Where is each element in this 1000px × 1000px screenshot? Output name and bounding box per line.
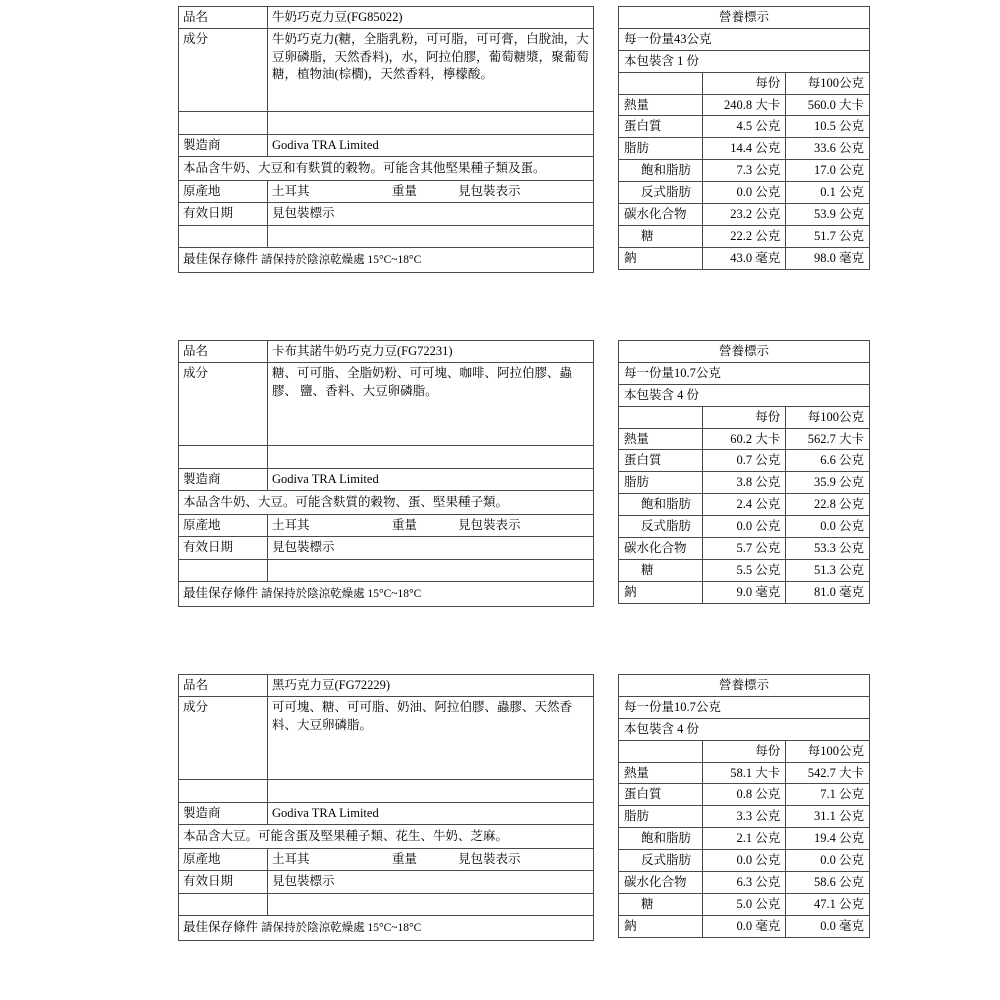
label-expiry: 有效日期 bbox=[179, 203, 268, 225]
nutrient-per-serving: 5.5 公克 bbox=[702, 559, 786, 581]
nutrient-per-100g: 0.0 公克 bbox=[786, 850, 870, 872]
nutrient-per-100g: 81.0 毫克 bbox=[786, 581, 870, 603]
nutrient-name: 反式脂肪 bbox=[619, 182, 703, 204]
nutrition-title: 營養標示 bbox=[619, 341, 870, 363]
table-row bbox=[619, 428, 870, 450]
table-row bbox=[619, 494, 870, 516]
nutrient-per-serving: 23.2 公克 bbox=[702, 203, 786, 225]
table-row bbox=[619, 784, 870, 806]
nutrient-name: 蛋白質 bbox=[619, 450, 703, 472]
nutrient-per-100g: 10.5 公克 bbox=[786, 116, 870, 138]
nutrient-per-100g: 33.6 公克 bbox=[786, 138, 870, 160]
table-row bbox=[619, 116, 870, 138]
label-weight: 重量 bbox=[392, 852, 418, 866]
table-row bbox=[619, 559, 870, 581]
table-row bbox=[179, 156, 594, 180]
table-row bbox=[179, 181, 594, 203]
value-ingredients: 可可塊、糖、可可脂、奶油、阿拉伯膠、蟲膠、天然香料、大豆卵磷脂。 bbox=[268, 697, 594, 780]
nutrition-col-per-100g: 每100公克 bbox=[786, 740, 870, 762]
table-row bbox=[619, 225, 870, 247]
nutrient-per-100g: 51.3 公克 bbox=[786, 559, 870, 581]
nutrition-title: 營養標示 bbox=[619, 7, 870, 29]
spacer-cell-left bbox=[179, 446, 268, 468]
value-product-name: 卡布其諾牛奶巧克力豆(FG72231) bbox=[268, 341, 594, 363]
table-row bbox=[619, 893, 870, 915]
value-origin: 土耳其 bbox=[272, 518, 310, 532]
table-row bbox=[179, 915, 594, 940]
label-expiry: 有效日期 bbox=[179, 537, 268, 559]
nutrient-per-serving: 6.3 公克 bbox=[702, 871, 786, 893]
label-storage: 最佳保存條件 bbox=[183, 585, 259, 600]
value-weight: 見包裝表示 bbox=[458, 852, 521, 866]
nutrient-name: 反式脂肪 bbox=[619, 516, 703, 538]
nutrient-per-serving: 0.7 公克 bbox=[702, 450, 786, 472]
table-row bbox=[619, 516, 870, 538]
table-row bbox=[619, 72, 870, 94]
nutrition-col-per-100g: 每100公克 bbox=[786, 406, 870, 428]
table-row bbox=[619, 581, 870, 603]
spacer-cell-right bbox=[268, 893, 594, 915]
nutrition-table bbox=[618, 6, 870, 270]
spacer-cell-right bbox=[268, 780, 594, 802]
table-row bbox=[619, 762, 870, 784]
nutrient-per-100g: 47.1 公克 bbox=[786, 893, 870, 915]
table-row bbox=[619, 871, 870, 893]
label-storage: 最佳保存條件 bbox=[183, 251, 259, 266]
spacer-cell-right bbox=[268, 559, 594, 581]
nutrient-per-100g: 6.6 公克 bbox=[786, 450, 870, 472]
nutrient-per-100g: 542.7 大卡 bbox=[786, 762, 870, 784]
table-row-spacer bbox=[179, 446, 594, 468]
nutrition-col-blank bbox=[619, 72, 703, 94]
nutrient-per-serving: 58.1 大卡 bbox=[702, 762, 786, 784]
table-row bbox=[619, 696, 870, 718]
table-row bbox=[179, 824, 594, 848]
nutrient-name: 脂肪 bbox=[619, 472, 703, 494]
table-row-spacer bbox=[179, 112, 594, 134]
servings-per-pack: 本包裝含 1 份 bbox=[619, 50, 870, 72]
table-row bbox=[179, 849, 594, 871]
nutrient-per-serving: 0.0 公克 bbox=[702, 182, 786, 204]
nutrient-name: 碳水化合物 bbox=[619, 537, 703, 559]
storage-row bbox=[179, 915, 594, 940]
label-storage: 最佳保存條件 bbox=[183, 919, 259, 934]
table-row bbox=[619, 94, 870, 116]
nutrient-name: 糖 bbox=[619, 225, 703, 247]
storage-row bbox=[179, 247, 594, 272]
table-row bbox=[619, 740, 870, 762]
table-row bbox=[619, 537, 870, 559]
nutrient-per-serving: 4.5 公克 bbox=[702, 116, 786, 138]
nutrient-per-100g: 17.0 公克 bbox=[786, 160, 870, 182]
value-manufacturer: Godiva TRA Limited bbox=[268, 802, 594, 824]
nutrient-per-serving: 14.4 公克 bbox=[702, 138, 786, 160]
nutrient-per-100g: 98.0 毫克 bbox=[786, 247, 870, 269]
label-manufacturer: 製造商 bbox=[179, 134, 268, 156]
nutrient-per-100g: 58.6 公克 bbox=[786, 871, 870, 893]
value-weight: 見包裝表示 bbox=[458, 184, 521, 198]
serving-size: 每一份量10.7公克 bbox=[619, 696, 870, 718]
nutrient-per-100g: 51.7 公克 bbox=[786, 225, 870, 247]
value-ingredients: 牛奶巧克力(糖，全脂乳粉，可可脂，可可膏，白脫油，大豆卵磷脂，天然香料)，水，阿拉伯膠，葡萄糖漿，聚葡萄糖，植物油(棕櫚)，天然香料，檸檬酸。 bbox=[268, 29, 594, 112]
nutrient-per-serving: 0.0 公克 bbox=[702, 850, 786, 872]
nutrient-per-serving: 7.3 公克 bbox=[702, 160, 786, 182]
value-weight: 見包裝表示 bbox=[458, 518, 521, 532]
table-row bbox=[179, 802, 594, 824]
nutrient-per-100g: 22.8 公克 bbox=[786, 494, 870, 516]
table-row bbox=[179, 468, 594, 490]
table-row bbox=[619, 247, 870, 269]
label-weight: 重量 bbox=[392, 184, 418, 198]
table-row bbox=[179, 515, 594, 537]
nutrient-per-100g: 35.9 公克 bbox=[786, 472, 870, 494]
nutrient-per-100g: 0.1 公克 bbox=[786, 182, 870, 204]
table-row bbox=[619, 7, 870, 29]
spacer-cell-right bbox=[268, 225, 594, 247]
value-allergen: 本品含大豆。可能含蛋及堅果種子類、花生、牛奶、芝麻。 bbox=[179, 824, 594, 848]
nutrient-name: 飽和脂肪 bbox=[619, 828, 703, 850]
nutrient-per-100g: 560.0 大卡 bbox=[786, 94, 870, 116]
nutrient-name: 碳水化合物 bbox=[619, 871, 703, 893]
nutrient-name: 反式脂肪 bbox=[619, 850, 703, 872]
serving-size: 每一份量10.7公克 bbox=[619, 362, 870, 384]
value-storage: 請保持於陰涼乾燥處 15°C~18°C bbox=[261, 253, 422, 266]
label-weight: 重量 bbox=[392, 518, 418, 532]
value-origin-and-weight bbox=[268, 515, 594, 537]
value-expiry: 見包裝標示 bbox=[268, 203, 594, 225]
label-manufacturer: 製造商 bbox=[179, 802, 268, 824]
table-row bbox=[619, 203, 870, 225]
nutrition-table bbox=[618, 674, 870, 938]
nutrient-per-100g: 53.9 公克 bbox=[786, 203, 870, 225]
label-ingredients: 成分 bbox=[179, 363, 268, 446]
nutrient-name: 鈉 bbox=[619, 581, 703, 603]
nutrient-per-serving: 240.8 大卡 bbox=[702, 94, 786, 116]
value-storage: 請保持於陰涼乾燥處 15°C~18°C bbox=[261, 587, 422, 600]
storage-row bbox=[179, 581, 594, 606]
table-row bbox=[619, 406, 870, 428]
nutrient-name: 脂肪 bbox=[619, 806, 703, 828]
nutrition-col-per-serving: 每份 bbox=[702, 740, 786, 762]
nutrient-name: 飽和脂肪 bbox=[619, 160, 703, 182]
table-row bbox=[619, 138, 870, 160]
product-info-table bbox=[178, 6, 594, 273]
value-allergen: 本品含牛奶、大豆和有麩質的穀物。可能含其他堅果種子類及蛋。 bbox=[179, 156, 594, 180]
label-origin: 原產地 bbox=[179, 849, 268, 871]
servings-per-pack: 本包裝含 4 份 bbox=[619, 718, 870, 740]
label-product-name: 品名 bbox=[179, 341, 268, 363]
nutrition-col-blank bbox=[619, 406, 703, 428]
nutrient-name: 糖 bbox=[619, 893, 703, 915]
table-row bbox=[179, 29, 594, 112]
nutrient-name: 糖 bbox=[619, 559, 703, 581]
nutrient-per-serving: 0.0 毫克 bbox=[702, 915, 786, 937]
table-row-spacer bbox=[179, 225, 594, 247]
value-allergen: 本品含牛奶、大豆。可能含麩質的穀物、蛋、堅果種子類。 bbox=[179, 490, 594, 514]
nutrient-name: 熱量 bbox=[619, 428, 703, 450]
label-expiry: 有效日期 bbox=[179, 871, 268, 893]
value-expiry: 見包裝標示 bbox=[268, 537, 594, 559]
value-origin: 土耳其 bbox=[272, 852, 310, 866]
table-row bbox=[179, 581, 594, 606]
value-product-name: 黑巧克力豆(FG72229) bbox=[268, 675, 594, 697]
nutrient-per-serving: 3.8 公克 bbox=[702, 472, 786, 494]
label-product-name: 品名 bbox=[179, 675, 268, 697]
spacer-cell-left bbox=[179, 559, 268, 581]
value-origin: 土耳其 bbox=[272, 184, 310, 198]
spacer-cell-right bbox=[268, 112, 594, 134]
nutrition-col-per-serving: 每份 bbox=[702, 72, 786, 94]
nutrient-per-serving: 2.4 公克 bbox=[702, 494, 786, 516]
table-row bbox=[619, 828, 870, 850]
nutrient-per-serving: 60.2 大卡 bbox=[702, 428, 786, 450]
table-row bbox=[619, 806, 870, 828]
spacer-cell-left bbox=[179, 112, 268, 134]
value-ingredients: 糖、可可脂、全脂奶粉、可可塊、咖啡、阿拉伯膠、蟲膠、 鹽、香料、大豆卵磷脂。 bbox=[268, 363, 594, 446]
nutrient-per-serving: 0.0 公克 bbox=[702, 516, 786, 538]
table-row bbox=[619, 850, 870, 872]
nutrient-name: 熱量 bbox=[619, 762, 703, 784]
table-row bbox=[179, 537, 594, 559]
table-row bbox=[619, 50, 870, 72]
table-row-spacer bbox=[179, 780, 594, 802]
value-manufacturer: Godiva TRA Limited bbox=[268, 134, 594, 156]
nutrition-title: 營養標示 bbox=[619, 675, 870, 697]
nutrient-per-serving: 2.1 公克 bbox=[702, 828, 786, 850]
nutrient-per-serving: 22.2 公克 bbox=[702, 225, 786, 247]
table-row-spacer bbox=[179, 893, 594, 915]
nutrient-per-serving: 5.7 公克 bbox=[702, 537, 786, 559]
nutrient-per-100g: 562.7 大卡 bbox=[786, 428, 870, 450]
table-row bbox=[179, 871, 594, 893]
nutrient-name: 蛋白質 bbox=[619, 784, 703, 806]
table-row bbox=[619, 450, 870, 472]
nutrition-col-blank bbox=[619, 740, 703, 762]
table-row bbox=[179, 7, 594, 29]
nutrient-per-serving: 43.0 毫克 bbox=[702, 247, 786, 269]
table-row bbox=[179, 247, 594, 272]
table-row bbox=[619, 182, 870, 204]
spacer-cell-left bbox=[179, 780, 268, 802]
table-row bbox=[619, 718, 870, 740]
table-row bbox=[619, 384, 870, 406]
nutrition-table bbox=[618, 340, 870, 604]
nutrient-per-100g: 7.1 公克 bbox=[786, 784, 870, 806]
nutrient-per-serving: 3.3 公克 bbox=[702, 806, 786, 828]
label-origin: 原產地 bbox=[179, 515, 268, 537]
nutrient-name: 碳水化合物 bbox=[619, 203, 703, 225]
table-row bbox=[619, 362, 870, 384]
label-origin: 原產地 bbox=[179, 181, 268, 203]
table-row bbox=[179, 490, 594, 514]
label-manufacturer: 製造商 bbox=[179, 468, 268, 490]
nutrient-per-100g: 19.4 公克 bbox=[786, 828, 870, 850]
label-product-name: 品名 bbox=[179, 7, 268, 29]
table-row bbox=[179, 697, 594, 780]
spacer-cell-right bbox=[268, 446, 594, 468]
value-storage: 請保持於陰涼乾燥處 15°C~18°C bbox=[261, 921, 422, 934]
nutrient-name: 鈉 bbox=[619, 915, 703, 937]
product-info-table bbox=[178, 674, 594, 941]
table-row bbox=[619, 341, 870, 363]
serving-size: 每一份量43公克 bbox=[619, 28, 870, 50]
nutrient-per-100g: 0.0 毫克 bbox=[786, 915, 870, 937]
nutrient-per-serving: 0.8 公克 bbox=[702, 784, 786, 806]
nutrient-per-100g: 53.3 公克 bbox=[786, 537, 870, 559]
spacer-cell-left bbox=[179, 893, 268, 915]
table-row bbox=[179, 134, 594, 156]
table-row bbox=[179, 341, 594, 363]
table-row bbox=[619, 915, 870, 937]
table-row bbox=[619, 160, 870, 182]
nutrient-name: 熱量 bbox=[619, 94, 703, 116]
product-info-table bbox=[178, 340, 594, 607]
value-origin-and-weight bbox=[268, 181, 594, 203]
value-origin-and-weight bbox=[268, 849, 594, 871]
nutrient-per-serving: 5.0 公克 bbox=[702, 893, 786, 915]
label-ingredients: 成分 bbox=[179, 29, 268, 112]
nutrition-col-per-serving: 每份 bbox=[702, 406, 786, 428]
nutrient-name: 蛋白質 bbox=[619, 116, 703, 138]
table-row-spacer bbox=[179, 559, 594, 581]
table-row bbox=[179, 363, 594, 446]
table-row bbox=[619, 675, 870, 697]
nutrient-name: 脂肪 bbox=[619, 138, 703, 160]
nutrient-per-serving: 9.0 毫克 bbox=[702, 581, 786, 603]
nutrition-col-per-100g: 每100公克 bbox=[786, 72, 870, 94]
spacer-cell-left bbox=[179, 225, 268, 247]
value-product-name: 牛奶巧克力豆(FG85022) bbox=[268, 7, 594, 29]
servings-per-pack: 本包裝含 4 份 bbox=[619, 384, 870, 406]
value-expiry: 見包裝標示 bbox=[268, 871, 594, 893]
label-ingredients: 成分 bbox=[179, 697, 268, 780]
nutrient-per-100g: 31.1 公克 bbox=[786, 806, 870, 828]
nutrient-per-100g: 0.0 公克 bbox=[786, 516, 870, 538]
value-manufacturer: Godiva TRA Limited bbox=[268, 468, 594, 490]
table-row bbox=[179, 203, 594, 225]
nutrient-name: 飽和脂肪 bbox=[619, 494, 703, 516]
table-row bbox=[619, 472, 870, 494]
table-row bbox=[619, 28, 870, 50]
nutrient-name: 鈉 bbox=[619, 247, 703, 269]
table-row bbox=[179, 675, 594, 697]
